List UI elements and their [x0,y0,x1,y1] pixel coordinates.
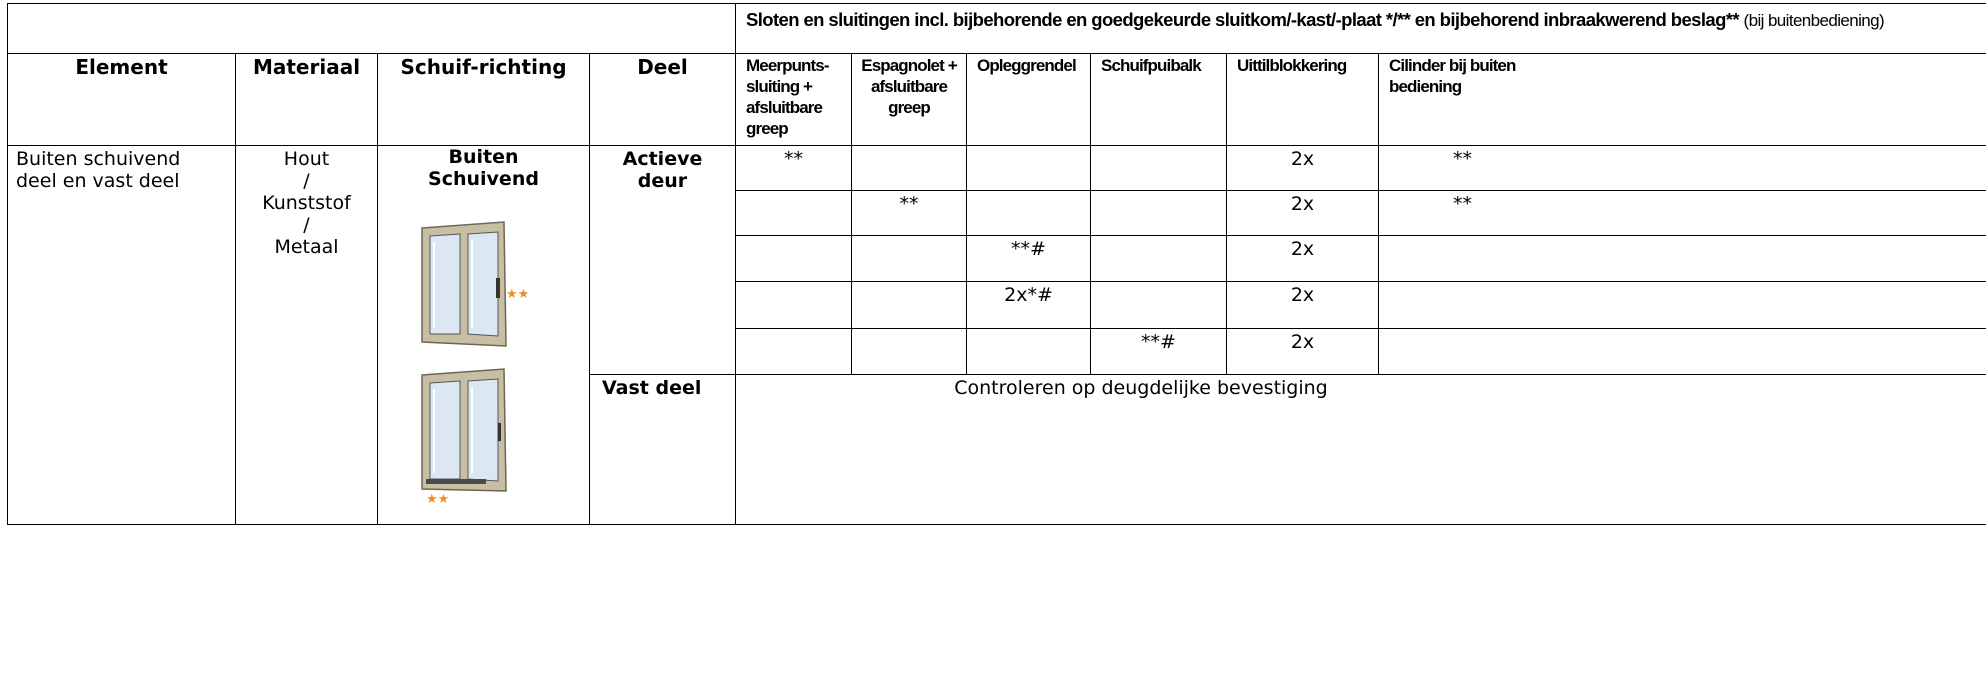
window-outward-sliding-icon [418,220,589,353]
col-header-deel: Deel [590,54,736,146]
col-header-espagnolet: Espagnolet + afsluitbare greep [852,54,967,146]
table-cell [852,146,967,191]
materiaal-line: / [303,214,310,236]
col-header-materiaal: Materiaal [236,54,378,146]
lock-requirements-table [7,3,1986,525]
table-cell: 2x [1227,191,1379,236]
table-cell: 2x [1227,282,1379,329]
section-header-bold: Sloten en sluitingen incl. bijbehorende en goedgekeurde sluitkom/-kast/-plaat */** en bijbehorend inbraakwerend beslag** [746,9,1739,30]
table-cell [852,329,967,375]
table-cell: ** [1379,191,1986,236]
table-cell [736,191,852,236]
table-cell: ** [852,191,967,236]
table-cell [1091,236,1227,282]
table-cell: 2x [1227,329,1379,375]
vast-deel-instruction: Controleren op deugdelijke bevestiging [736,375,1986,525]
table-cell: 2x [1227,236,1379,282]
col-header-schuifrichting: Schuif-richting [378,54,590,146]
table-cell: ** [736,146,852,191]
table-cell [1379,282,1986,329]
materiaal-line: Hout [283,148,330,170]
table-cell [1379,329,1986,375]
window-sliding-door-drawing [418,367,528,507]
materiaal-cell [236,146,378,525]
table-cell: 2x [1227,146,1379,191]
window-outward-sliding-drawing [418,220,528,348]
table-cell [1379,236,1986,282]
table-cell [967,191,1091,236]
schuifrichting-cell [378,146,590,525]
table-cell [967,146,1091,191]
materiaal-line: Metaal [274,236,339,258]
col-header-uittilblokkering: Uittilblokkering [1227,54,1379,146]
table-cell [1091,146,1227,191]
marker-stars: ★★ [426,492,450,507]
table-cell: ** [1379,146,1986,191]
window-sliding-door-icon [418,367,589,512]
header-blank-cell [8,4,736,54]
col-header-meerpuntssluiting: Meerpunts-sluiting + afsluitbare greep [736,54,852,146]
table-cell [852,236,967,282]
deel-vast-deel: Vast deel [590,375,736,525]
table-cell: **# [1091,329,1227,375]
col-header-element: Element [8,54,236,146]
col-header-schuifpuibalk: Schuifpuibalk [1091,54,1227,146]
section-header-note: (bij buitenbediening) [1743,11,1885,30]
section-header [736,4,1986,54]
col-header-opleggrendel: Opleggrendel [967,54,1091,146]
element-cell: Buiten schuivend deel en vast deel [8,146,236,525]
schuifrichting-label: Buiten Schuivend [428,146,539,190]
materiaal-line: / [303,170,310,192]
table-cell [1091,282,1227,329]
col-header-cilinder: Cilinder bij buiten bediening [1379,54,1986,146]
table-cell [736,329,852,375]
table-cell [736,282,852,329]
marker-stars: ★★ [506,287,528,302]
table-cell [736,236,852,282]
deel-actieve-deur: Actieve deur [590,146,736,375]
table-cell [852,282,967,329]
materiaal-line: Kunststof [262,192,351,214]
table-cell: **# [967,236,1091,282]
table-cell [1091,191,1227,236]
table-cell [967,329,1091,375]
table-cell: 2x*# [967,282,1091,329]
